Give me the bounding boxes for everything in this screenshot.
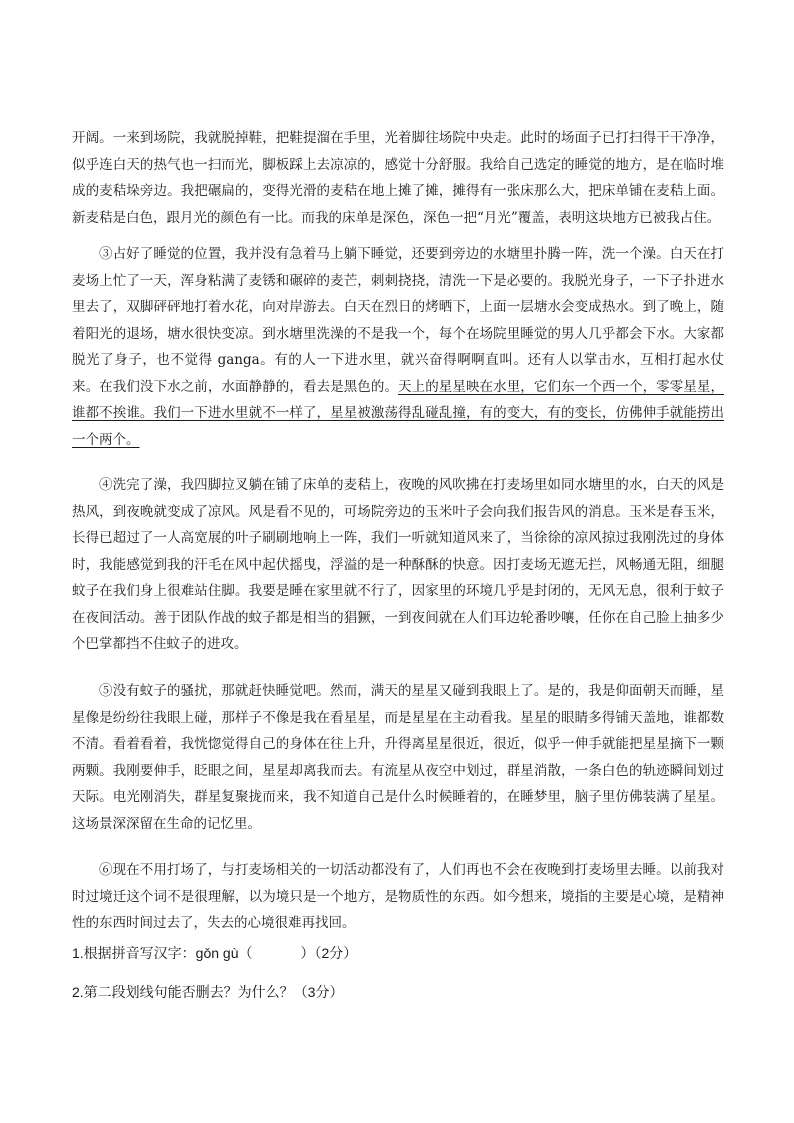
paragraph-3 [72,241,724,453]
paragraph-4: ④洗完了澡，我四脚拉叉躺在铺了床单的麦秸上，夜晚的风吹拂在打麦场里如同水塘里的水，白天的风是热风，到夜晚就变成了凉风。风是看不见的，可场院旁边的玉米叶子会向我们报告风的消息。玉米是春玉米，长得已超过了一人高宽展的叶子刷刷地响上一阵，我们一听就知道风来了，当徐徐的凉风掠过我刚洗过的身体时，我能感觉到我的汗毛在风中起伏摇曳，浮溢的是一种酥酥的快意。因打麦场无遮无拦，风畅通无阻，细腿蚊子在我们身上很难站住脚。我要是睡在家里就不行了，因家里的环境几乎是封闭的，无风无息，很利于蚊子在夜间活动。善于团队作战的蚊子都是相当的猖獗，一到夜间就在人们耳边轮番吵嚷，任你在自己脸上抽多少个巴掌都挡不住蚊子的进攻。 [72,477,724,652]
underlined-sentence: 天上的星星映在水里，它们东一个西一个，零零星星，谁都不挨谁。我们一下进水里就不一样了，星星被激荡得乱碰乱撞，有的变大，有的变长，仿佛伸手就能捞出一个两个。 [72,378,725,448]
question-1-suffix: ）（2分） [300,945,358,961]
question-1 [72,943,357,963]
paragraph-1: 开阔。一来到场院，我就脱掉鞋，把鞋提溜在手里，光着脚往场院中央走。此时的场面子已打扫得干干净净，似乎连白天的热气也一扫而光，脚板踩上去凉凉的，感觉十分舒服。我给自己选定的睡觉的地方，是在临时堆成的麦秸垛旁边。我把碾扁的，变得光滑的麦秸在地上摊了摊，摊得有一张床那么大，把床单铺在麦秸上面。新麦秸是白色，跟月光的颜色有一比。而我的床单是深色，深色一把“月光”覆盖，表明这块地方已被我占住。 [72,130,724,226]
paragraph-5: ⑤没有蚊子的骚扰，那就赶快睡觉吧。然而，满天的星星又碰到我眼上了。是的，我是仰面朝天而睡，星星像是纷纷往我眼上碰，那样子不像是我在看星星，而是星星在主动看我。星星的眼睛多得铺天盖地，谁都数不清。看着看着，我恍惚觉得自己的身体在往上升，升得离星星很近，很近，似乎一伸手就能把星星摘下一颗两颗。我刚要伸手，眨眼之间，星星却离我而去。有流星从夜空中划过，群星消散，一条白色的轨迹瞬间划过天际。电光刚消失，群星复聚拢而来，我不知道自己是什么时候睡着的，在睡梦里，脑子里仿佛装满了星星。这场景深深留在生命的记忆里。 [72,683,724,832]
question-2: 2.第二段划线句能否删去？为什么？（3分） [72,984,344,1000]
question-1-prefix: 1.根据拼音写汉字：gǒn gù（ [72,945,253,961]
paragraph-3-text: ③占好了睡觉的位置，我并没有急着马上躺下睡觉，还要到旁边的水塘里扑腾一阵，洗一个澡。白天在打麦场上忙了一天，浑身粘满了麦锈和碾碎的麦芒，刺刺挠挠，清洗一下是必要的。我脱光身子，一下子扑进水里去了，双脚砰砰地打着水花，向对岸游去。白天在烈日的烤晒下，上面一层塘水会变成热水。到了晚上，随着阳光的退场，塘水很快变凉。到水塘里洗澡的不是我一个，每个在场院里睡觉的男人几乎都会下水。大家都脱光了身子，也不觉得 ganga。有的人一下进水里，就兴奋得啊啊直叫。还有人以掌击水，互相打起水仗来。在我们没下水之前，水面静静的，看去是黑色的。 [72,246,724,395]
paragraph-6: ⑥现在不用打场了，与打麦场相关的一切活动都没有了，人们再也不会在夜晚到打麦场里去睡。以前我对时过境迁这个词不是很理解，以为境只是一个地方，是物质性的东西。如今想来，境指的主要是心境，是精神性的东西时间过去了，失去的心境很难再找回。 [72,862,724,931]
